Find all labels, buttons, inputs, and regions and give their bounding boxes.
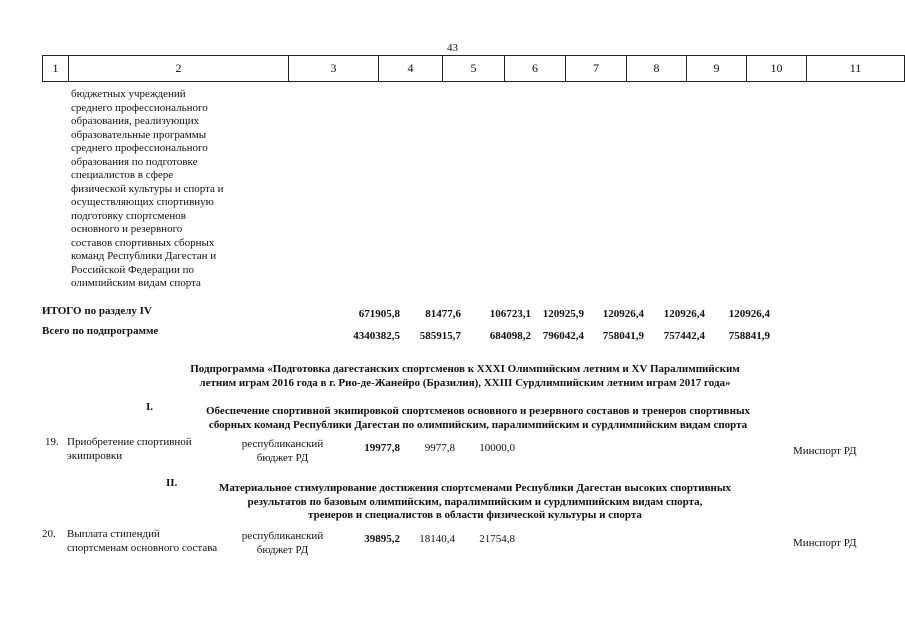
row-20-value: 39895,2 (364, 533, 400, 545)
total-subprogram-value: 757442,4 (663, 330, 705, 342)
col-header-9: 9 (687, 56, 747, 82)
description-line: специалистов в сфере (71, 169, 174, 181)
description-line: образования, реализующих (71, 115, 200, 127)
row-20-executor: Минспорт РД (793, 537, 857, 549)
col-header-11: 11 (807, 56, 905, 82)
row-20-source (235, 530, 330, 557)
section-1-title (168, 405, 788, 432)
col-header-8: 8 (627, 56, 687, 82)
description-line: олимпийским видам спорта (71, 277, 201, 289)
description-line: Российской Федерации по (71, 263, 195, 276)
total-subprogram-value: 758841,9 (728, 330, 770, 342)
row-19-value: 10000,0 (479, 442, 515, 454)
row-19-value: 9977,8 (424, 442, 455, 454)
row-19-number: 19. (45, 436, 59, 448)
total-section-value: 120926,4 (602, 308, 644, 320)
total-section-value: 671905,8 (358, 308, 400, 320)
section-2-title-line: Материальное стимулирование достижения спортсменами Республики Дагестан высоких спортивных (219, 482, 731, 494)
section-2-title-line: тренеров и специалистов в области физической культуры и спорта (308, 509, 642, 521)
description-line: образования по подготовке (71, 155, 198, 168)
row-20-value: 18140,4 (419, 533, 455, 545)
description-line: команд Республики Дагестан и (71, 250, 217, 262)
row-20-value: 21754,8 (479, 533, 515, 545)
description-line: основного и резервного (71, 223, 183, 235)
row-19-name-line: экипировки (67, 449, 123, 462)
row-19-name (67, 436, 237, 463)
col-header-7: 7 (566, 56, 627, 82)
total-subprogram-value: 4340382,5 (353, 330, 400, 342)
row-19-executor: Минспорт РД (793, 445, 857, 457)
row-20-source-line: бюджет РД (256, 543, 309, 556)
total-section-value: 120926,4 (728, 308, 770, 320)
subprogram-title-line: Подпрограмма «Подготовка дагестанских спортсменов к XXXI Олимпийским летним и XV Паралимпийским (190, 363, 740, 375)
col-header-5: 5 (443, 56, 505, 82)
description-line: осуществляющих спортивную (71, 196, 214, 208)
row-19-source-line: республиканский (241, 438, 324, 450)
total-section-value: 81477,6 (425, 308, 461, 320)
row-20-name-line: Выплата стипендий (67, 528, 160, 540)
total-section-value: 106723,1 (489, 308, 531, 320)
continued-description (71, 88, 246, 291)
total-subprogram-value: 585915,7 (419, 330, 461, 342)
row-19-value: 19977,8 (364, 442, 400, 454)
total-section-value: 120925,9 (542, 308, 584, 320)
total-subprogram-value: 684098,2 (489, 330, 531, 342)
section-2-title-line: результатов по базовым олимпийским, паралимпийским и сурдлимпийским видам спорта, (247, 495, 703, 508)
row-20-name (67, 528, 242, 555)
section-1-number: I. (146, 401, 154, 413)
section-2-number: II. (166, 477, 178, 489)
description-line: образовательные программы (71, 128, 207, 141)
section-2-title (180, 482, 770, 523)
row-20-source-line: республиканский (241, 530, 324, 542)
total-subprogram-value: 796042,4 (542, 330, 584, 342)
row-19-name-line: Приобретение спортивной (67, 436, 192, 448)
description-line: бюджетных учреждений (71, 88, 186, 100)
col-header-3: 3 (289, 56, 379, 82)
row-20-name-line: спортсменам основного состава (67, 541, 218, 554)
description-line: среднего профессионального (71, 142, 208, 154)
subprogram-title (110, 363, 820, 390)
col-header-6: 6 (505, 56, 566, 82)
col-header-10: 10 (747, 56, 807, 82)
column-header-row (43, 56, 905, 82)
section-1-title-line: Обеспечение спортивной экипировкой спортсменов основного и резервного составов и тренеров спортивных (205, 405, 751, 417)
total-section-value: 120926,4 (663, 308, 705, 320)
col-header-2: 2 (69, 56, 289, 82)
col-header-1: 1 (43, 56, 69, 82)
description-line: среднего профессионального (71, 101, 208, 114)
row-20-number: 20. (42, 528, 56, 540)
row-19-source-line: бюджет РД (256, 451, 309, 464)
total-subprogram-value: 758041,9 (602, 330, 644, 342)
row-19-source (235, 438, 330, 465)
col-header-4: 4 (379, 56, 443, 82)
description-line: подготовку спортсменов (71, 209, 186, 222)
page-number: 43 (447, 42, 458, 54)
total-subprogram-label: Всего по подпрограмме (42, 325, 159, 337)
description-line: составов спортивных сборных (71, 236, 215, 249)
section-1-title-line: сборных команд Республики Дагестан по олимпийским, паралимпийским и сурдлимпийским видам спорта (208, 418, 748, 431)
description-line: физической культуры и спорта и (71, 182, 224, 195)
total-section-label: ИТОГО по разделу IV (42, 305, 152, 317)
subprogram-title-line: летним играм 2016 года в г. Рио-де-Жанейро (Бразилия), XXIII Сурдлимпийским летним играм 2017 года» (199, 376, 731, 389)
column-header-table (42, 55, 905, 82)
